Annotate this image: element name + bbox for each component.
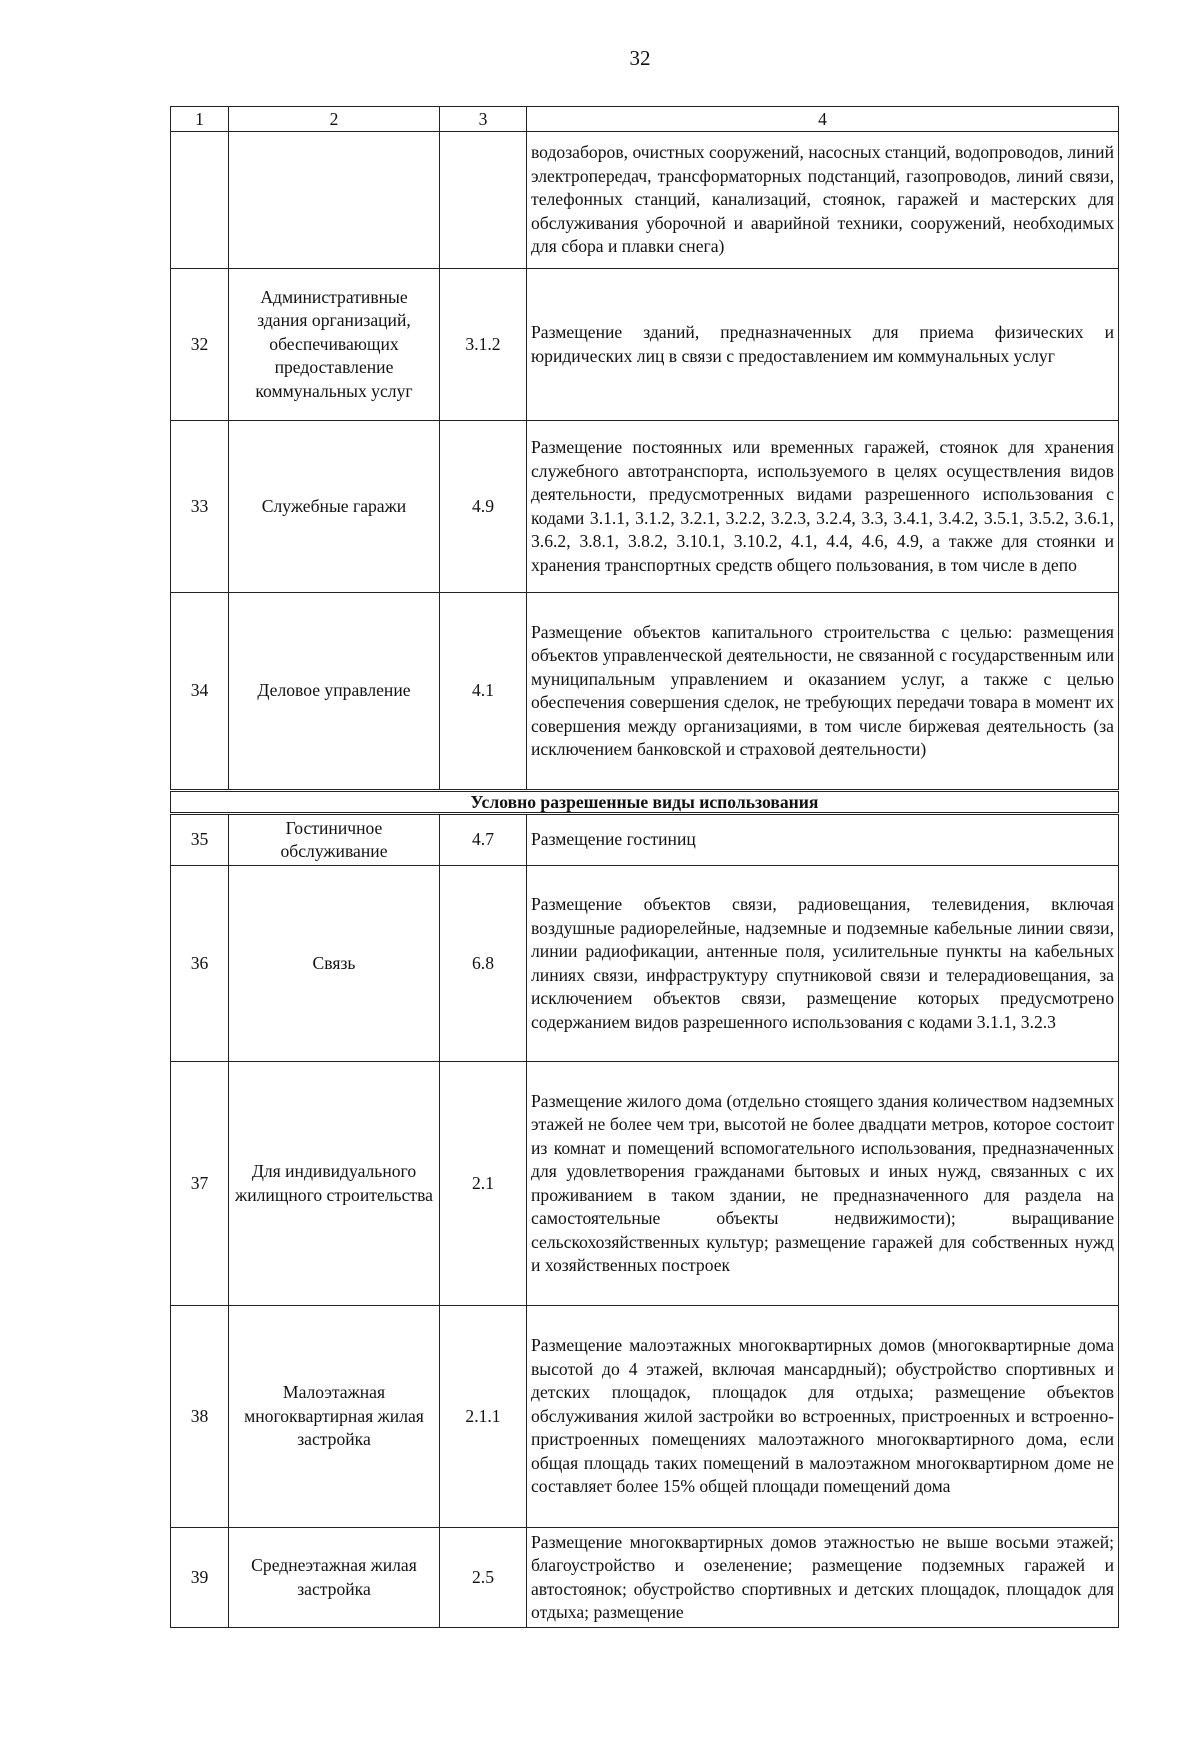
- row-number: 36: [171, 866, 229, 1062]
- use-type-description: Размещение объектов капитального строительства с целью: размещения объектов управленческой деятельности, не связанной с государственным или муниципальным управлением и оказанием услуг, а также с целью обеспечения совершения сделок, не требующих передачи товара в момент их совершения между организациями, в том числе биржевая деятельность (за исключением банковской и страховой деятельности): [527, 593, 1119, 791]
- table-row: [171, 269, 1119, 421]
- use-type-name: Для индивидуального жилищного строительства: [229, 1062, 440, 1306]
- use-type-code: 6.8: [440, 866, 527, 1062]
- use-type-code: [440, 132, 527, 269]
- row-number: 37: [171, 1062, 229, 1306]
- row-number: 34: [171, 593, 229, 791]
- use-type-code: 4.9: [440, 421, 527, 593]
- table-row: [171, 421, 1119, 593]
- column-header-2: 2: [229, 107, 440, 132]
- table-row: [171, 814, 1119, 866]
- use-type-name: Гостиничное обслуживание: [229, 814, 440, 866]
- row-number: 39: [171, 1528, 229, 1628]
- table-row: [171, 1528, 1119, 1628]
- use-type-name: Связь: [229, 866, 440, 1062]
- column-header-1: 1: [171, 107, 229, 132]
- use-type-name: Служебные гаражи: [229, 421, 440, 593]
- table-row: [171, 132, 1119, 269]
- row-number: 38: [171, 1306, 229, 1528]
- use-type-description: Размещение многоквартирных домов этажностью не выше восьми этажей; благоустройство и озеленение; размещение подземных гаражей и автостоянок; обустройство спортивных и детских площадок, площадок для отдыха; размещение: [527, 1528, 1119, 1628]
- column-header-4: 4: [527, 107, 1119, 132]
- use-type-code: 3.1.2: [440, 269, 527, 421]
- use-type-code: 2.1: [440, 1062, 527, 1306]
- row-number: 35: [171, 814, 229, 866]
- land-use-table: [170, 106, 1119, 1628]
- use-type-code: 2.5: [440, 1528, 527, 1628]
- use-type-name: [229, 132, 440, 269]
- table-row: [171, 1306, 1119, 1528]
- use-type-name: Среднеэтажная жилая застройка: [229, 1528, 440, 1628]
- row-number: 32: [171, 269, 229, 421]
- column-number-header-row: [171, 107, 1119, 132]
- page-number: 32: [629, 46, 651, 70]
- use-type-description: Размещение зданий, предназначенных для приема физических и юридических лиц в связи с предоставлением им коммунальных услуг: [527, 269, 1119, 421]
- use-type-description: Размещение гостиниц: [527, 814, 1119, 866]
- row-number: 33: [171, 421, 229, 593]
- use-type-name: Административные здания организаций, обеспечивающих предоставление коммунальных услуг: [229, 269, 440, 421]
- column-header-3: 3: [440, 107, 527, 132]
- use-type-description: Размещение малоэтажных многоквартирных домов (многоквартирные дома высотой до 4 этажей, включая мансардный); обустройство спортивных и детских площадок, площадок для отдыха; размещение объектов обслуживания жилой застройки во встроенных, пристроенных и встроенно-пристроенных помещениях малоэтажного многоквартирного дома, если общая площадь таких помещений в малоэтажном многоквартирном доме не составляет более 15% общей площади помещений дома: [527, 1306, 1119, 1528]
- use-type-description: Размещение жилого дома (отдельно стоящего здания количеством надземных этажей не более чем три, высотой не более двадцати метров, которое состоит из комнат и помещений вспомогательного использования, предназначенных для удовлетворения гражданами бытовых и иных нужд, связанных с их проживанием в таком здании, не предназначенного для раздела на самостоятельные объекты недвижимости); выращивание сельскохозяйственных культур; размещение гаражей для собственных нужд и хозяйственных построек: [527, 1062, 1119, 1306]
- use-type-code: 4.7: [440, 814, 527, 866]
- use-type-name: Малоэтажная многоквартирная жилая застройка: [229, 1306, 440, 1528]
- section-title: Условно разрешенные виды использования: [171, 791, 1119, 814]
- section-header-row: [171, 791, 1119, 814]
- use-type-code: 2.1.1: [440, 1306, 527, 1528]
- use-type-name: Деловое управление: [229, 593, 440, 791]
- use-type-code: 4.1: [440, 593, 527, 791]
- row-number: [171, 132, 229, 269]
- use-type-description: Размещение объектов связи, радиовещания, телевидения, включая воздушные радиорелейные, надземные и подземные кабельные линии связи, линии радиофикации, антенные поля, усилительные пункты на кабельных линиях связи, инфраструктуру спутниковой связи и телерадиовещания, за исключением объектов связи, размещение которых предусмотрено содержанием видов разрешенного использования с кодами 3.1.1, 3.2.3: [527, 866, 1119, 1062]
- use-type-description: Размещение постоянных или временных гаражей, стоянок для хранения служебного автотранспорта, используемого в целях осуществления видов деятельности, предусмотренных видами разрешенного использования с кодами 3.1.1, 3.1.2, 3.2.1, 3.2.2, 3.2.3, 3.2.4, 3.3, 3.4.1, 3.4.2, 3.5.1, 3.5.2, 3.6.1, 3.6.2, 3.8.1, 3.8.2, 3.10.1, 3.10.2, 4.1, 4.4, 4.6, 4.9, а также для стоянки и хранения транспортных средств общего пользования, в том числе в депо: [527, 421, 1119, 593]
- table-row: [171, 593, 1119, 791]
- table-row: [171, 866, 1119, 1062]
- use-type-description: водозаборов, очистных сооружений, насосных станций, водопроводов, линий электропередач, трансформаторных подстанций, газопроводов, линий связи, телефонных станций, канализаций, стоянок, гаражей и мастерских для обслуживания уборочной и аварийной техники, сооружений, необходимых для сбора и плавки снега): [527, 132, 1119, 269]
- table-row: [171, 1062, 1119, 1306]
